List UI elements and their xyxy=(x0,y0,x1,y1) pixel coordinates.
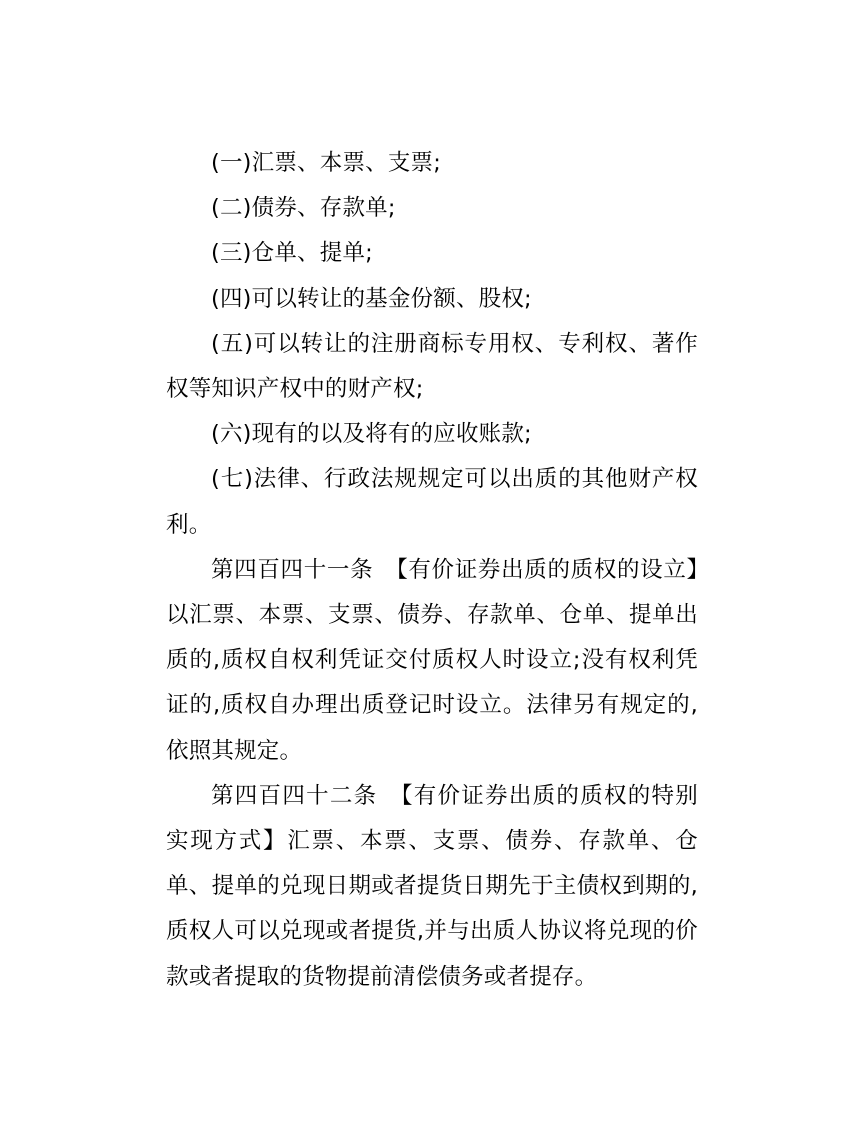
document-body xyxy=(166,141,698,1000)
list-item-5: (五)可以转让的注册商标专用权、专利权、著作权等知识产权中的财产权; xyxy=(166,330,698,403)
article-441: 第四百四十一条 【有价证券出质的质权的设立】以汇票、本票、支票、债券、存款单、仓单、提单出质的,质权自权利凭证交付质权人时设立;没有权利凭证的,质权自办理出质登记时设立。法律另有规定的,依照其规定。 xyxy=(166,556,698,764)
article-442: 第四百四十二条 【有价证券出质的质权的特别实现方式】汇票、本票、支票、债券、存款单、仓单、提单的兑现日期或者提货日期先于主债权到期的,质权人可以兑现或者提货,并与出质人协议将兑现的价款或者提取的货物提前清偿债务或者提存。 xyxy=(166,782,698,990)
list-item-3: (三)仓单、提单; xyxy=(211,240,373,267)
list-item-1: (一)汇票、本票、支票; xyxy=(211,150,442,176)
list-item-4: (四)可以转让的基金份额、股权; xyxy=(211,285,532,312)
list-item-6: (六)现有的以及将有的应收账款; xyxy=(211,421,532,448)
list-item-7: (七)法律、行政法规规定可以出质的其他财产权利。 xyxy=(166,466,698,538)
list-item-2: (二)债券、存款单; xyxy=(211,195,396,222)
